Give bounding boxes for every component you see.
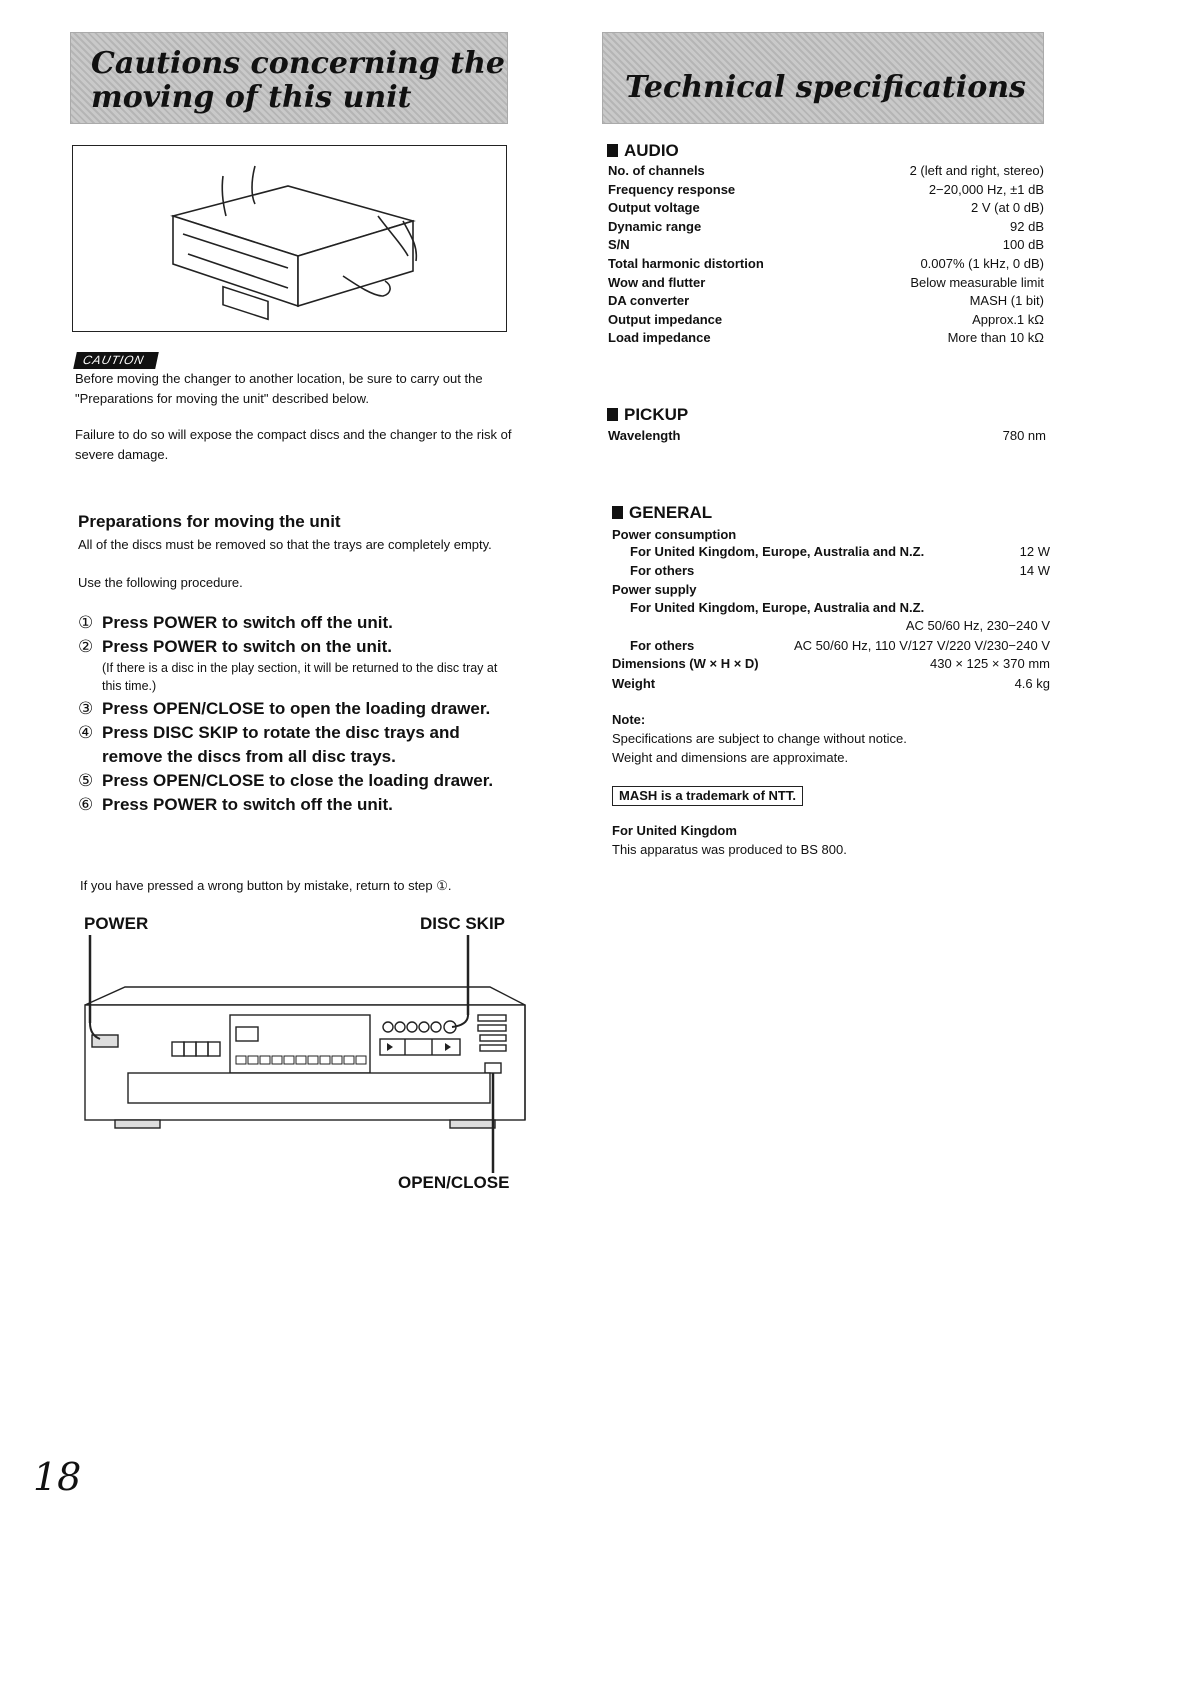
- spec-row: DA converter MASH (1 bit): [608, 293, 1044, 309]
- label-open-close: OPEN/CLOSE: [398, 1173, 510, 1192]
- pc-uk-label: For United Kingdom, Europe, Australia and N.Z.: [630, 544, 925, 559]
- steps-list: [78, 611, 518, 817]
- audio-heading: AUDIO: [607, 141, 679, 161]
- prep-heading: Preparations for moving the unit: [78, 512, 341, 531]
- bullet-square-icon: [607, 144, 618, 157]
- step-2-note: (If there is a disc in the play section, it will be returned to the disc tray at this time.): [102, 661, 498, 693]
- spec-row: Dynamic range 92 dB: [608, 218, 1044, 234]
- spec-row: Wow and flutter Below measurable limit: [608, 274, 1044, 290]
- page-number: 18: [33, 1455, 82, 1499]
- uk-text: This apparatus was produced to BS 800.: [612, 842, 847, 857]
- bullet-square-icon: [612, 506, 623, 519]
- right-banner-title: Technical specifications: [625, 70, 1026, 105]
- carrying-unit-drawing: [73, 146, 506, 331]
- prep-text-2: Use the following procedure.: [78, 575, 243, 590]
- label-disc-skip: DISC SKIP: [420, 914, 506, 933]
- caution-badge-text: CAUTION: [81, 353, 146, 367]
- left-banner-title-line2: moving of this unit: [91, 80, 412, 115]
- step-6: ⑥ Press POWER to switch off the unit.: [78, 795, 393, 814]
- spec-row: No. of channels 2 (left and right, stereo): [608, 163, 1044, 178]
- general-spec-list: [612, 527, 1050, 697]
- front-panel-diagram: [80, 935, 530, 1175]
- trademark-box: MASH is a trademark of NTT.: [612, 786, 803, 806]
- spec-row: Output impedance Approx.1 kΩ: [608, 311, 1044, 327]
- general-heading: GENERAL: [612, 503, 712, 523]
- audio-spec-list: [608, 163, 1044, 353]
- pc-uk-value: 12 W: [1019, 544, 1050, 559]
- spec-row: Load impedance More than 10 kΩ: [608, 330, 1044, 346]
- ps-others-label: For others: [630, 638, 695, 653]
- pc-others-label: For others: [630, 563, 695, 578]
- step-3: ③ Press OPEN/CLOSE to open the loading drawer.: [78, 699, 491, 718]
- step-5: ⑤ Press OPEN/CLOSE to close the loading drawer.: [78, 771, 494, 790]
- label-power: POWER: [84, 914, 149, 933]
- spec-row: S/N 100 dB: [608, 237, 1044, 253]
- spec-row: Output voltage 2 V (at 0 dB): [608, 200, 1044, 216]
- uk-heading: For United Kingdom: [612, 823, 737, 838]
- note-text-2: Weight and dimensions are approximate.: [612, 750, 849, 765]
- prep-text-1: All of the discs must be removed so that the trays are completely empty.: [78, 537, 492, 552]
- caution-badge: [73, 352, 159, 369]
- spec-row: Frequency response 2−20,000 Hz, ±1 dB: [608, 181, 1044, 197]
- power-supply-label: Power supply: [612, 582, 697, 597]
- right-banner: [602, 32, 1044, 124]
- weight-value: 4.6 kg: [1014, 676, 1050, 691]
- left-banner: [70, 32, 508, 124]
- step-1: ① Press POWER to switch off the unit.: [78, 613, 393, 632]
- step-2: ② Press POWER to switch on the unit.: [78, 637, 392, 656]
- ps-uk-label: For United Kingdom, Europe, Australia and N.Z.: [630, 600, 925, 615]
- ps-others-value: AC 50/60 Hz, 110 V/127 V/220 V/230−240 V: [794, 638, 1050, 653]
- pickup-heading: PICKUP: [607, 405, 688, 425]
- bullet-square-icon: [607, 408, 618, 421]
- weight-label: Weight: [612, 676, 656, 691]
- caution-text-2: Failure to do so will expose the compact discs and the changer to the risk of severe damage.: [75, 427, 512, 462]
- note-text-1: Specifications are subject to change without notice.: [612, 731, 907, 746]
- dimensions-value: 430 × 125 × 370 mm: [930, 656, 1050, 671]
- note-heading: Note:: [612, 712, 646, 727]
- carrying-illustration: [72, 145, 507, 332]
- wrong-button-note: If you have pressed a wrong button by mistake, return to step ①.: [80, 878, 452, 893]
- pc-others-value: 14 W: [1019, 563, 1050, 578]
- pickup-row: Wavelength 780 nm: [608, 428, 1046, 443]
- spec-row: Total harmonic distortion 0.007% (1 kHz, 0 dB): [608, 256, 1044, 271]
- caution-text-1: Before moving the changer to another location, be sure to carry out the "Preparations for moving the unit" described below.: [75, 371, 483, 406]
- ps-uk-value: AC 50/60 Hz, 230−240 V: [905, 618, 1050, 633]
- left-banner-title-line1: Cautions concerning the: [91, 46, 505, 81]
- dimensions-label: Dimensions (W × H × D): [612, 656, 759, 671]
- power-consumption-label: Power consumption: [612, 527, 737, 542]
- step-4: ④ Press DISC SKIP to rotate the disc trays and remove the discs from all disc trays.: [78, 723, 460, 766]
